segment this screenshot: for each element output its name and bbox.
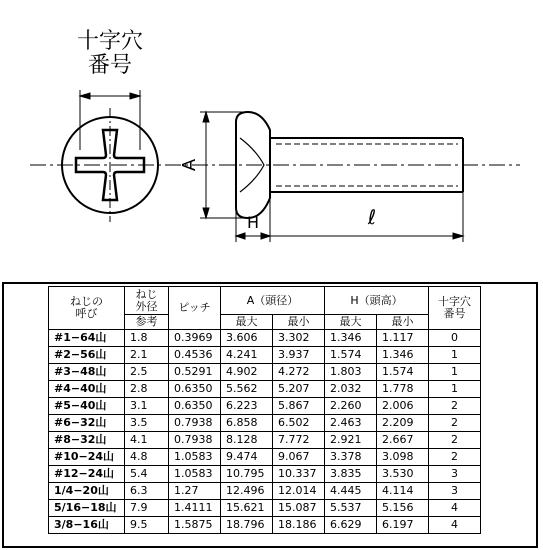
dim-a-label: A [179,158,200,172]
a-max-cell: 4.902 [221,364,273,381]
thread-cell: #5−40山 [49,398,125,415]
col-header-h-min: 最小 [377,315,429,330]
recess-number-label-line2: 番号 [87,53,133,78]
pitch-cell: 0.7938 [169,432,221,449]
thread-cell: #4−40山 [49,381,125,398]
table-row [49,466,481,483]
a-max-cell: 15.621 [221,500,273,517]
col-header-thread: ねじの 呼び [49,287,125,330]
pitch-cell: 0.7938 [169,415,221,432]
spec-table-frame [2,282,538,548]
a-max-cell: 3.606 [221,330,273,347]
h-max-cell: 1.574 [325,347,377,364]
outer-dia-cell: 2.5 [125,364,169,381]
table-row [49,347,481,364]
h-max-cell: 6.629 [325,517,377,534]
outer-dia-cell: 3.5 [125,415,169,432]
thread-cell: 5/16−18山 [49,500,125,517]
a-min-cell: 7.772 [273,432,325,449]
a-max-cell: 6.223 [221,398,273,415]
outer-dia-cell: 1.8 [125,330,169,347]
a-min-cell: 5.867 [273,398,325,415]
recess-number-cell: 2 [429,415,481,432]
recess-number-label-line1: 十字穴 [76,29,144,54]
a-min-cell: 10.337 [273,466,325,483]
spec-table [48,286,481,534]
outer-dia-cell: 6.3 [125,483,169,500]
h-min-cell: 3.098 [377,449,429,466]
pitch-cell: 1.4111 [169,500,221,517]
pitch-cell: 1.27 [169,483,221,500]
h-max-cell: 2.032 [325,381,377,398]
col-header-h-group: H（頭高） [325,287,429,315]
a-max-cell: 10.795 [221,466,273,483]
col-header-a-max: 最大 [221,315,273,330]
thread-cell: #8−32山 [49,432,125,449]
thread-cell: #10−24山 [49,449,125,466]
a-min-cell: 4.272 [273,364,325,381]
pitch-cell: 1.0583 [169,466,221,483]
outer-dia-cell: 9.5 [125,517,169,534]
col-header-h-max: 最大 [325,315,377,330]
recess-number-cell: 3 [429,466,481,483]
table-row [49,381,481,398]
a-max-cell: 4.241 [221,347,273,364]
a-max-cell: 6.858 [221,415,273,432]
a-max-cell: 8.128 [221,432,273,449]
table-row [49,449,481,466]
outer-dia-cell: 3.1 [125,398,169,415]
h-min-cell: 6.197 [377,517,429,534]
h-min-cell: 3.530 [377,466,429,483]
dim-h-label: H [246,213,260,232]
outer-dia-cell: 2.1 [125,347,169,364]
col-header-a-group: A（頭径） [221,287,325,315]
recess-number-cell: 1 [429,381,481,398]
length-dimension [270,192,463,242]
col-header-outer-dia: ねじ 外径 [125,287,169,315]
recess-number-cell: 2 [429,432,481,449]
h-min-cell: 1.117 [377,330,429,347]
table-row [49,364,481,381]
h-min-cell: 1.778 [377,381,429,398]
outer-dia-cell: 4.1 [125,432,169,449]
h-min-cell: 1.574 [377,364,429,381]
table-row [49,483,481,500]
a-min-cell: 6.502 [273,415,325,432]
col-header-recess: 十字穴 番号 [429,287,481,330]
pitch-cell: 0.6350 [169,381,221,398]
a-min-cell: 18.186 [273,517,325,534]
a-max-cell: 9.474 [221,449,273,466]
a-min-cell: 15.087 [273,500,325,517]
a-min-cell: 3.302 [273,330,325,347]
a-max-cell: 12.496 [221,483,273,500]
h-min-cell: 5.156 [377,500,429,517]
recess-number-cell: 4 [429,500,481,517]
recess-number-cell: 4 [429,517,481,534]
outer-dia-cell: 5.4 [125,466,169,483]
h-min-cell: 1.346 [377,347,429,364]
h-max-cell: 4.445 [325,483,377,500]
pitch-cell: 0.3969 [169,330,221,347]
thread-cell: #12−24山 [49,466,125,483]
recess-number-cell: 1 [429,364,481,381]
recess-number-cell: 3 [429,483,481,500]
recess-number-cell: 2 [429,449,481,466]
h-max-cell: 2.921 [325,432,377,449]
a-min-cell: 9.067 [273,449,325,466]
h-max-cell: 5.537 [325,500,377,517]
a-min-cell: 5.207 [273,381,325,398]
a-min-cell: 12.014 [273,483,325,500]
pitch-cell: 0.6350 [169,398,221,415]
recess-number-cell: 1 [429,347,481,364]
pitch-cell: 1.0583 [169,449,221,466]
recess-number-cell: 0 [429,330,481,347]
thread-cell: 3/8−16山 [49,517,125,534]
spec-table-body [49,330,481,534]
pitch-cell: 0.4536 [169,347,221,364]
outer-dia-cell: 2.8 [125,381,169,398]
col-header-reference: 参考 [125,315,169,330]
table-row [49,432,481,449]
outer-dia-cell: 7.9 [125,500,169,517]
h-max-cell: 1.803 [325,364,377,381]
table-row [49,330,481,347]
dim-l-label: ℓ [367,205,377,229]
col-header-a-min: 最小 [273,315,325,330]
thread-cell: #2−56山 [49,347,125,364]
thread-cell: 1/4−20山 [49,483,125,500]
outer-dia-cell: 4.8 [125,449,169,466]
thread-cell: #3−48山 [49,364,125,381]
recess-number-cell: 2 [429,398,481,415]
h-max-cell: 3.835 [325,466,377,483]
h-min-cell: 2.006 [377,398,429,415]
h-min-cell: 2.667 [377,432,429,449]
a-min-cell: 3.937 [273,347,325,364]
a-max-cell: 18.796 [221,517,273,534]
table-row [49,517,481,534]
h-max-cell: 3.378 [325,449,377,466]
h-min-cell: 2.209 [377,415,429,432]
thread-cell: #1−64山 [49,330,125,347]
pitch-cell: 0.5291 [169,364,221,381]
h-max-cell: 2.463 [325,415,377,432]
h-max-cell: 2.260 [325,398,377,415]
h-max-cell: 1.346 [325,330,377,347]
pitch-cell: 1.5875 [169,517,221,534]
table-row [49,398,481,415]
table-row [49,415,481,432]
table-row [49,500,481,517]
col-header-pitch: ピッチ [169,287,221,330]
a-max-cell: 5.562 [221,381,273,398]
h-min-cell: 4.114 [377,483,429,500]
thread-cell: #6−32山 [49,415,125,432]
